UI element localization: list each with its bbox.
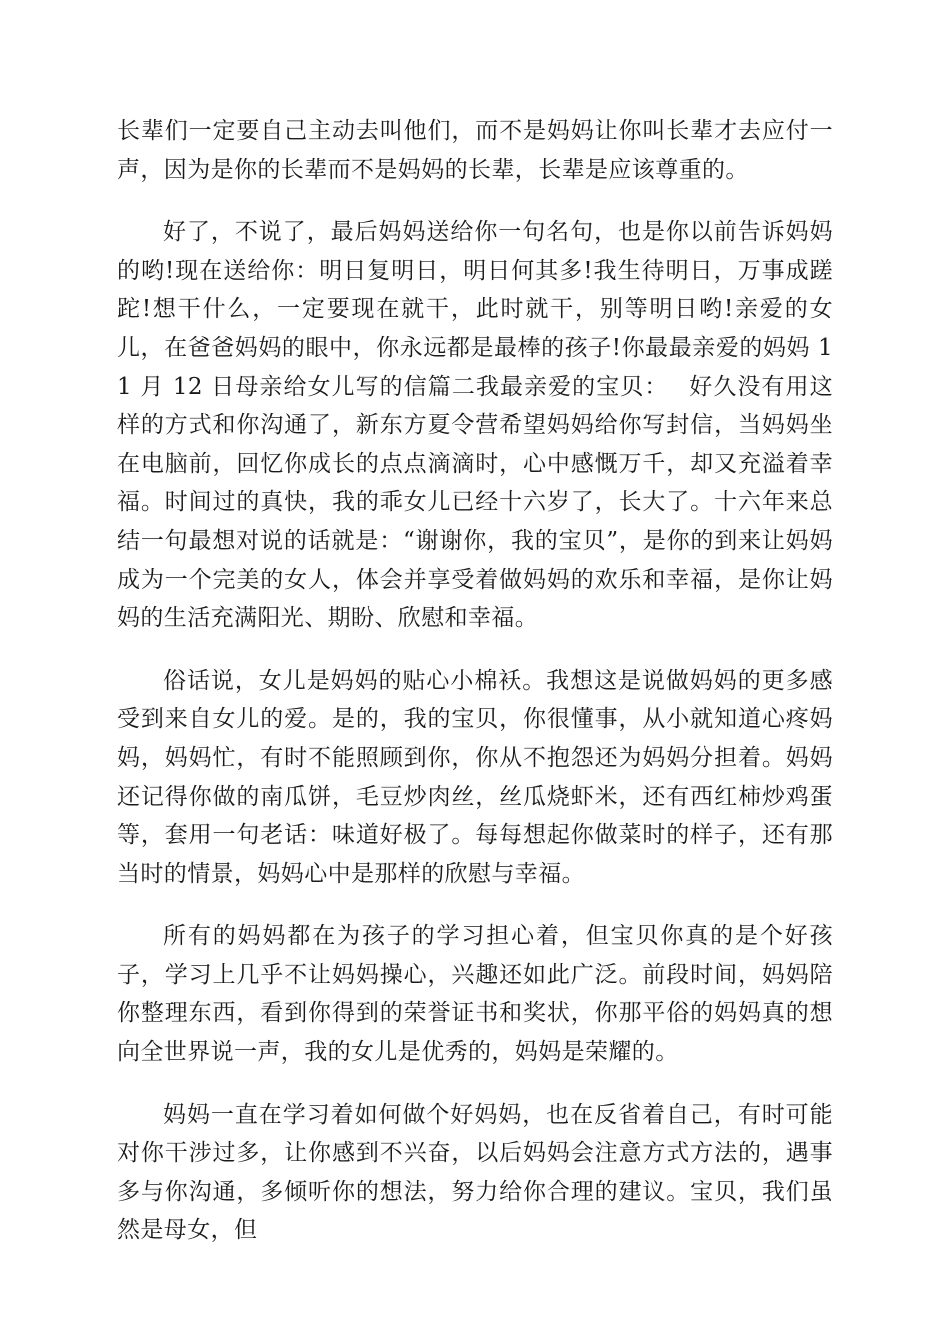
document-page xyxy=(117,112,833,1274)
paragraph-4: 所有的妈妈都在为孩子的学习担心着，但宝贝你真的是个好孩子，学习上几乎不让妈妈操心，兴趣还如此广泛。前段时间，妈妈陪你整理东西，看到你得到的荣誉证书和奖状，你那平俗的妈妈真的想向全世界说一声，我的女儿是优秀的，妈妈是荣耀的。 xyxy=(117,923,833,1066)
paragraph-2: 好了，不说了，最后妈妈送给你一句名句，也是你以前告诉妈妈的哟!现在送给你：明日复明日，明日何其多!我生待明日，万事成蹉跎!想干什么，一定要现在就干，此时就干，别等明日哟!亲爱的女儿，在爸爸妈妈的眼中，你永远都是最棒的孩子!你最最亲爱的妈妈 11 月 12 日母亲给女儿写的信篇二我最亲爱的宝贝： 好久没有用这样的方式和你沟通了，新东方夏令营希望妈妈给你写封信，当妈妈坐在电脑前，回忆你成长的点点滴滴时，心中感慨万千，却又充溢着幸福。时间过的真快，我的乖女儿已经十六岁了，长大了。十六年来总结一句最想对说的话就是：“谢谢你，我的宝贝”，是你的到来让妈妈成为一个完美的女人，体会并享受着做妈妈的欢乐和幸福，是你让妈妈的生活充满阳光、期盼、欣慰和幸福。 xyxy=(117,219,833,632)
paragraph-3: 俗话说，女儿是妈妈的贴心小棉袄。我想这是说做妈妈的更多感受到来自女儿的爱。是的，我的宝贝，你很懂事，从小就知道心疼妈妈，妈妈忙，有时不能照顾到你，你从不抱怨还为妈妈分担着。妈妈还记得你做的南瓜饼，毛豆炒肉丝，丝瓜烧虾米，还有西红柿炒鸡蛋等，套用一句老话：味道好极了。每每想起你做菜时的样子，还有那当时的情景，妈妈心中是那样的欣慰与幸福。 xyxy=(117,667,833,887)
paragraph-5: 妈妈一直在学习着如何做个好妈妈，也在反省着自己，有时可能对你干涉过多，让你感到不兴奋，以后妈妈会注意方式方法的，遇事多与你沟通，多倾听你的想法，努力给你合理的建议。宝贝，我们虽然是母女，但 xyxy=(117,1101,833,1244)
paragraph-1: 长辈们一定要自己主动去叫他们，而不是妈妈让你叫长辈才去应付一声，因为是你的长辈而不是妈妈的长辈，长辈是应该尊重的。 xyxy=(117,118,833,183)
